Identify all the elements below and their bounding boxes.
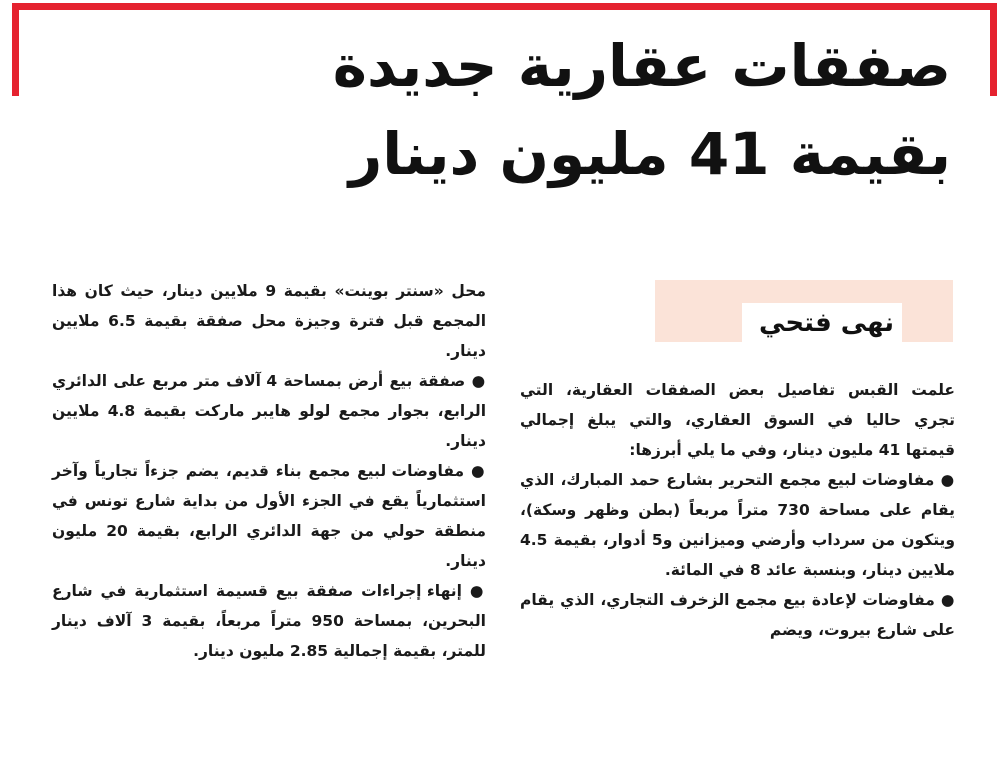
continuation-paragraph: محل «سنتر بوينت» بقيمة 9 ملايين دينار، حيث كان هذا المجمع قبل فترة وجيزة محل صفقة بقيمة 6.5 ملايين دينار. [52, 282, 487, 360]
byline-box [742, 303, 902, 343]
byline: نهى فتحي [759, 308, 894, 338]
intro-paragraph [520, 375, 955, 465]
headline-line-1: صفقات عقارية جديدة [332, 32, 951, 100]
red-frame-top [12, 3, 997, 10]
headline-line-2: بقيمة 41 مليون دينار [348, 120, 951, 188]
deal-item-4: ● مفاوضات لبيع مجمع بناء قديم، يضم جزءاً تجارياً وآخر استثمارياً يقع في الجزء الأول من بداية شارع تونس في منطقة حولي من جهة الدائري الرابع، بقيمة 20 مليون دينار. [52, 456, 486, 576]
red-frame-right [990, 3, 997, 96]
deal-item-1: ● مفاوضات لبيع مجمع التحرير بشارع حمد المبارك، الذي يقام على مساحة 730 متراً مربعاً (بطن وظهر وسكة)، ويتكون من سرداب وأرضي وميزانين و5 أدوار، بقيمة 4.5 ملايين دينار، وبنسبة عائد 8 في المائة. [520, 465, 955, 585]
article-column-left [52, 276, 486, 666]
deal-item-5: ● إنهاء إجراءات صفقة بيع قسيمة استثمارية في شارع البحرين، بمساحة 950 متراً مربعاً، بقيمة 3 آلاف دينار للمتر، بقيمة إجمالية 2.85 مليون دينار. [52, 576, 486, 666]
red-frame-left [12, 3, 19, 96]
intro-text: تفاصيل بعض الصفقات العقارية، التي تجري حاليا في السوق العقاري، والتي يبلغ إجمالي قيمتها 41 مليون دينار، وفي ما يلي أبرزها: [520, 381, 955, 459]
deal-item-2: ● مفاوضات لإعادة بيع مجمع الزخرف التجاري، الذي يقام على شارع بيروت، ويضم [520, 585, 955, 645]
deal-item-3: ● صفقة بيع أرض بمساحة 4 آلاف متر مربع على الدائري الرابع، بجوار مجمع لولو هايبر ماركت بقيمة 4.8 ملايين دينار. [52, 366, 486, 456]
headline [51, 22, 951, 198]
article-column-right [520, 375, 955, 645]
intro-brand: علمت القبس [847, 381, 956, 399]
